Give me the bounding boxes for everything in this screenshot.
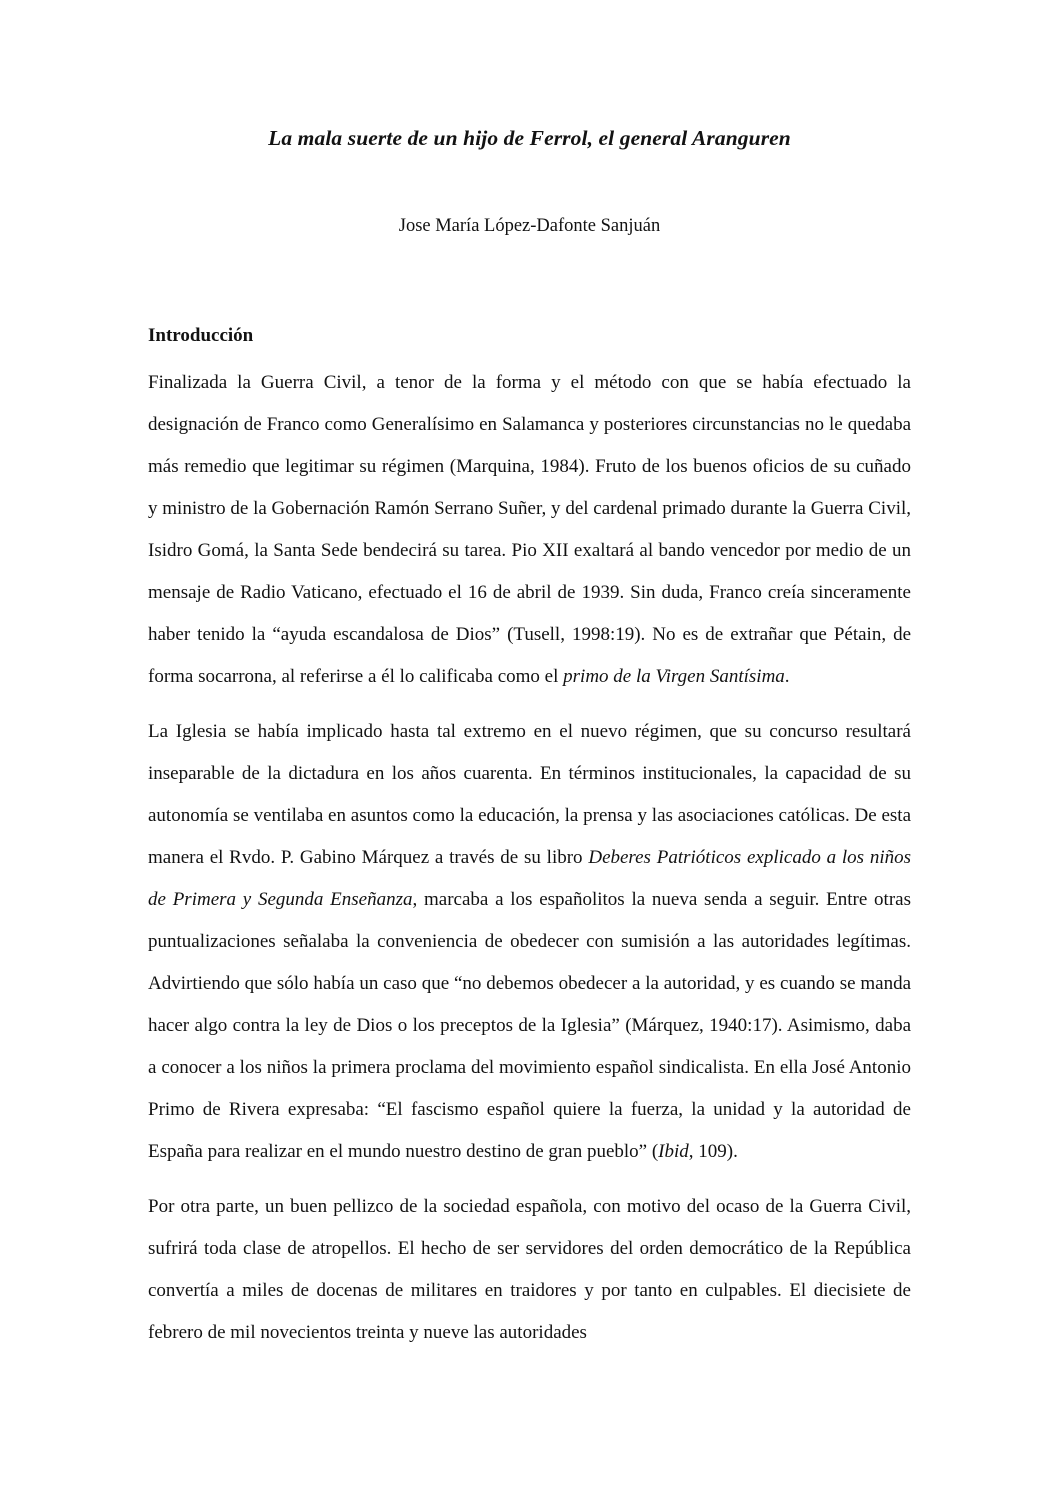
author-byline: Jose María López-Dafonte Sanjuán [398, 215, 661, 236]
italic-phrase: Ibid [658, 1140, 689, 1162]
paragraph-2: La Iglesia se había implicado hasta tal extremo en el nuevo régimen, que su concurso resultará inseparable de la dictadura en los años cuarenta. En términos institucionales, la capacidad de su autonomía se ventilaba en asuntos como la educación, la prensa y las asociaciones católicas. De esta manera el Rvdo. P. Gabino Márquez a través de su libro Deberes Patrióticos explicado a los niños de Primera y Segunda Enseñanza, marcaba a los españolitos la nueva senda a seguir. Entre otras puntualizaciones señalaba la conveniencia de obedecer con sumisión a las autoridades legítimas. Advirtiendo que sólo había un caso que “no debemos obedecer a la autoridad, y es cuando se manda hacer algo contra la ley de Dios o los preceptos de la Iglesia” (Márquez, 1940:17). Asimismo, daba a conocer a los niños la primera proclama del movimiento español sindicalista. En ella José Antonio Primo de Rivera expresaba: “El fascismo español quiere la fuerza, la unidad y la autoridad de España para realizar en el mundo nuestro destino de gran pueblo” (Ibid, 109). [148, 720, 912, 1162]
page-title: La mala suerte de un hijo de Ferrol, el general Aranguren [268, 126, 791, 150]
italic-phrase: primo de la Virgen Santísima [563, 665, 785, 687]
section-heading-introduccion: Introducción [148, 324, 254, 346]
italic-phrase: Deberes Patrióticos explicado a los niños de Primera y Segunda Enseñanza [148, 846, 912, 910]
paragraph-1: Finalizada la Guerra Civil, a tenor de la forma y el método con que se había efectuado la designación de Franco como Generalísimo en Salamanca y posteriores circunstancias no le quedaba más remedio que legitimar su régimen (Marquina, 1984). Fruto de los buenos oficios de su cuñado y ministro de la Gobernación Ramón Serrano Suñer, y del cardenal primado durante la Guerra Civil, Isidro Gomá, la Santa Sede bendecirá su tarea. Pio XII exaltará al bando vencedor por medio de un mensaje de Radio Vaticano, efectuado el 16 de abril de 1939. Sin duda, Franco creía sinceramente haber tenido la “ayuda escandalosa de Dios” (Tusell, 1998:19). No es de extrañar que Pétain, de forma socarrona, al referirse a él lo calificaba como el primo de la Virgen Santísima. [148, 371, 911, 687]
body-text [148, 348, 911, 1354]
paragraph-3: Por otra parte, un buen pellizco de la sociedad española, con motivo del ocaso de la Guerra Civil, sufrirá toda clase de atropellos. El hecho de ser servidores del orden democrático de la República convertía a miles de docenas de militares en traidores y por tanto en culpables. El diecisiete de febrero de mil novecientos treinta y nueve las autoridades [148, 1195, 911, 1343]
page-content-column [148, 0, 911, 1354]
